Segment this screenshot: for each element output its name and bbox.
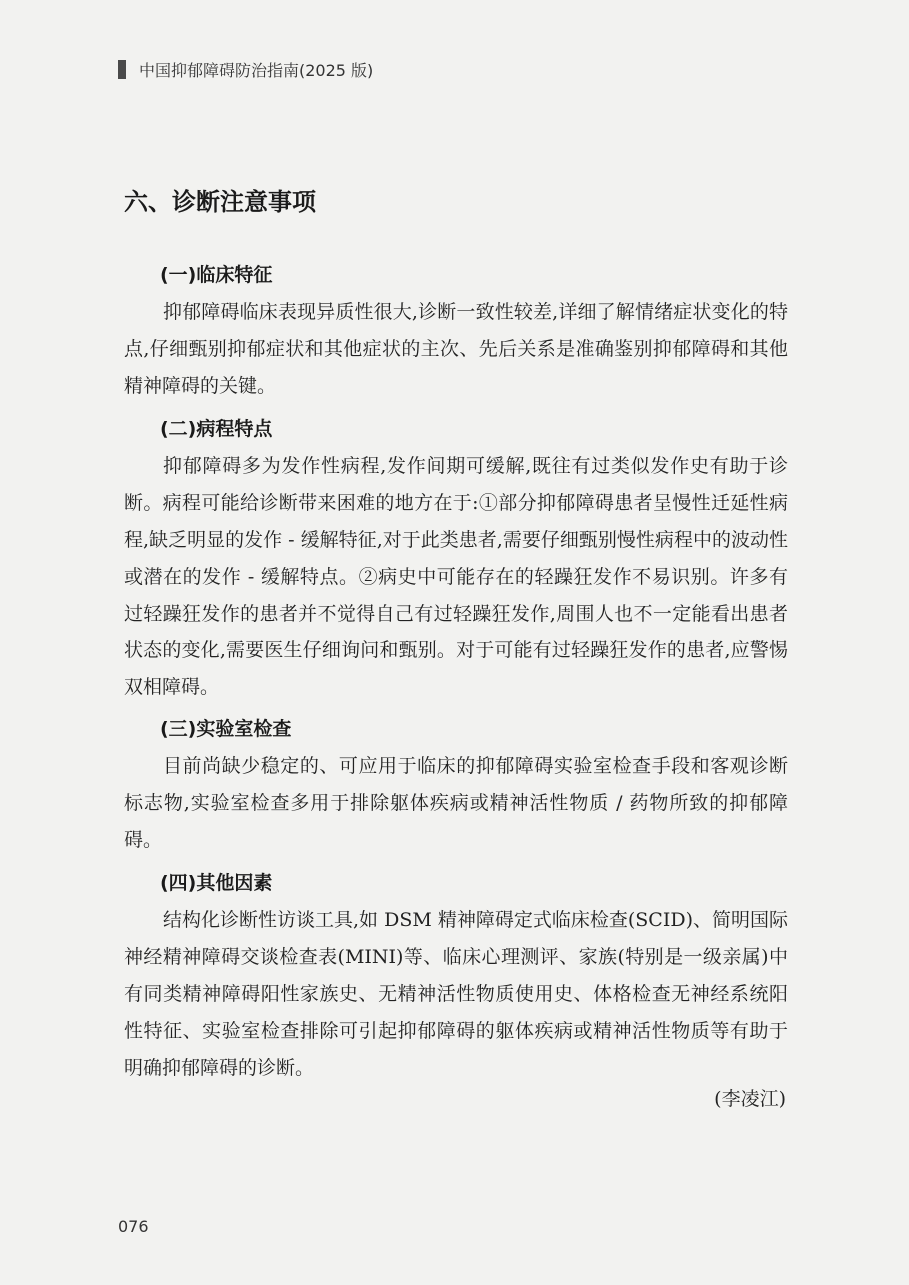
paragraph-other-factors: 结构化诊断性访谈工具,如 DSM 精神障碍定式临床检查(SCID)、简明国际神经精神障碍交谈检查表(MINI)等、临床心理测评、家族(特别是一级亲属)中有同类精神障碍阳性家族史、无精神活性物质使用史、体格检查无神经系统阳性特征、实验室检查排除可引起抑郁障碍的躯体疾病或精神活性物质等有助于明确抑郁障碍的诊断。 [124, 909, 788, 1079]
page-number: 076 [118, 1217, 149, 1236]
subsection-heading-course: (二)病程特点 [160, 418, 273, 441]
section-title: 六、诊断注意事项 [124, 188, 316, 216]
section-body [124, 256, 788, 1086]
subsection-heading-other-factors: (四)其他因素 [160, 872, 273, 895]
running-header [118, 56, 373, 82]
book-title: 中国抑郁障碍防治指南(2025 版) [139, 60, 374, 80]
paragraph-lab-tests: 目前尚缺少稳定的、可应用于临床的抑郁障碍实验室检查手段和客观诊断标志物,实验室检查多用于排除躯体疾病或精神活性物质 / 药物所致的抑郁障碍。 [124, 754, 788, 851]
header-bar-marker [118, 60, 126, 79]
paragraph-clinical-features: 抑郁障碍临床表现异质性很大,诊断一致性较差,详细了解情绪症状变化的特点,仔细甄别抑郁症状和其他症状的主次、先后关系是准确鉴别抑郁障碍和其他精神障碍的关键。 [124, 301, 788, 397]
subsection-heading-clinical-features: (一)临床特征 [160, 264, 273, 286]
author-attribution: (李凌江) [714, 1088, 786, 1110]
subsection-heading-lab-tests: (三)实验室检查 [160, 717, 292, 740]
paragraph-course: 抑郁障碍多为发作性病程,发作间期可缓解,既往有过类似发作史有助于诊断。病程可能给诊断带来困难的地方在于:①部分抑郁障碍患者呈慢性迁延性病程,缺乏明显的发作 - 缓解特征,对于此类患者,需要仔细甄别慢性病程中的波动性或潜在的发作 - 缓解特点。②病史中可能存在的轻躁狂发作不易识别。许多有过轻躁狂发作的患者并不觉得自己有过轻躁狂发作,周围人也不一定能看出患者状态的变化,需要医生仔细询问和甄别。对于可能有过轻躁狂发作的患者,应警惕双相障碍。 [124, 455, 788, 699]
